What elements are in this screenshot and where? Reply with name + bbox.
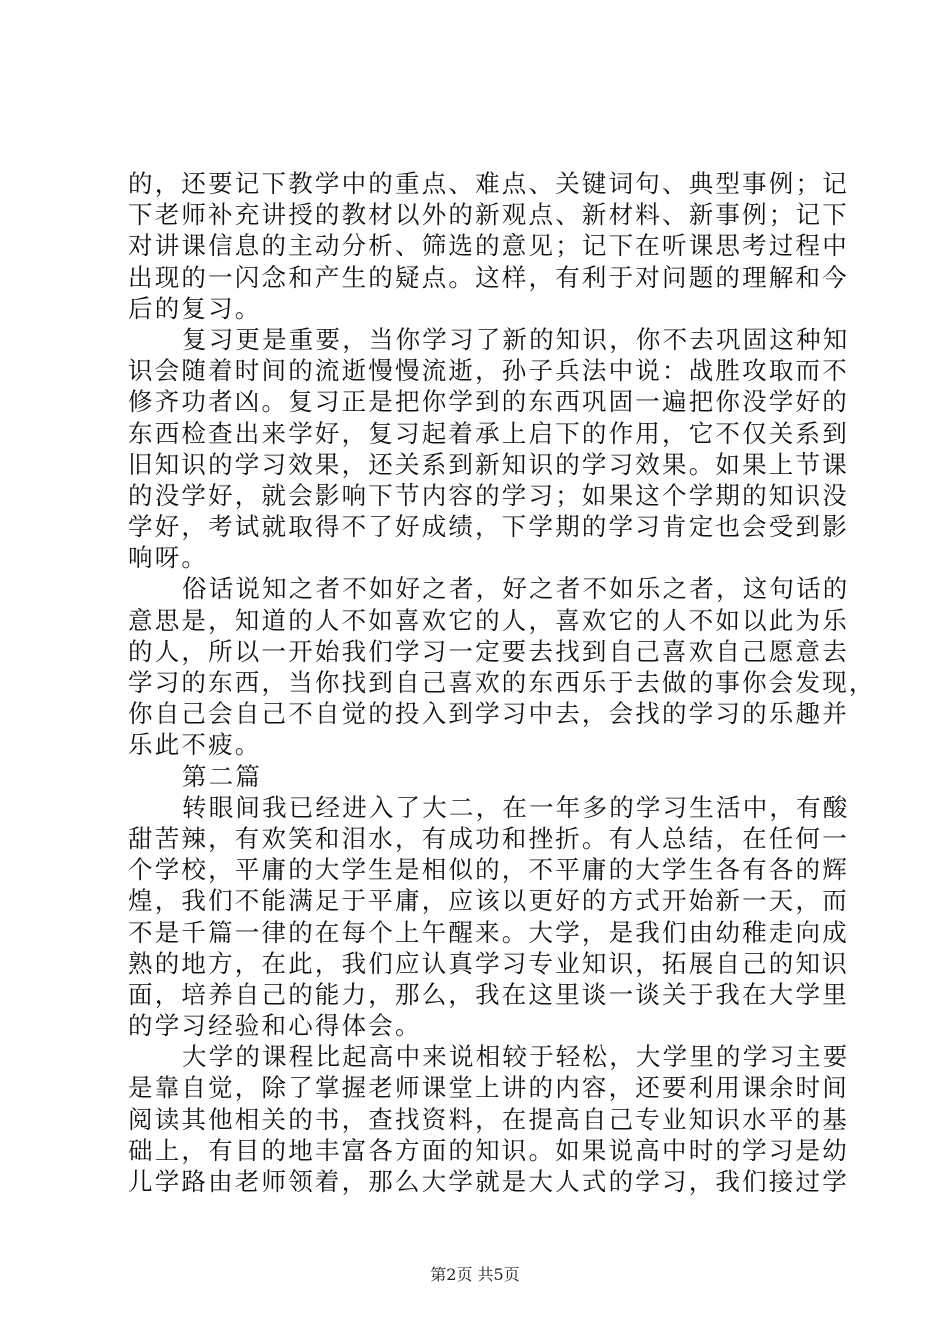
text-line: 甜苦辣，有欢笑和泪水，有成功和挫折。有人总结，在任何一 — [128, 823, 849, 853]
text-line: 煌，我们不能满足于平庸，应该以更好的方式开始新一天，而 — [128, 886, 849, 916]
text-line: 是靠自觉，除了掌握老师课堂上讲的内容，还要利用课余时间 — [128, 1073, 849, 1103]
text-line: 东西检查出来学好，复习起着承上启下的作用，它不仅关系到 — [128, 418, 849, 448]
text-line: 后的复习。 — [128, 293, 262, 323]
text-line: 阅读其他相关的书，查找资料，在提高自己专业知识水平的基 — [128, 1104, 849, 1134]
text-line: 不是千篇一律的在每个上午醒来。大学，是我们由幼稚走向成 — [128, 917, 849, 947]
text-line: 学好，考试就取得不了好成绩，下学期的学习肯定也会受到影 — [128, 512, 849, 542]
text-line: 识会随着时间的流逝慢慢流逝，孙子兵法中说：战胜攻取而不 — [128, 356, 849, 386]
text-line: 转眼间我已经进入了大二，在一年多的学习生活中，有酸 — [182, 792, 850, 822]
page-footer — [0, 1262, 950, 1285]
text-line: 复习更是重要，当你学习了新的知识，你不去巩固这种知 — [182, 324, 850, 354]
text-line: 的，还要记下教学中的重点、难点、关键词句、典型事例；记 — [128, 169, 849, 198]
text-line: 响呀。 — [128, 543, 209, 573]
text-line: 修齐功者凶。复习正是把你学到的东西巩固一遍把你没学好的 — [128, 387, 849, 417]
text-line: 对讲课信息的主动分析、筛选的意见；记下在听课思考过程中 — [128, 231, 849, 261]
text-line: 第二篇 — [182, 761, 263, 791]
text-line: 学习的东西，当你找到自己喜欢的东西乐于去做的事你会发现， — [128, 668, 876, 697]
text-line: 出现的一闪念和产生的疑点。这样，有利于对问题的理解和今 — [128, 262, 849, 292]
text-line: 俗话说知之者不如好之者，好之者不如乐之者，这句话的 — [182, 574, 850, 604]
text-line: 下老师补充讲授的教材以外的新观点、新材料、新事例；记下 — [128, 200, 849, 230]
text-line: 意思是，知道的人不如喜欢它的人，喜欢它的人不如以此为乐 — [128, 605, 849, 635]
text-line: 的人，所以一开始我们学习一定要去找到自己喜欢自己愿意去 — [128, 636, 849, 666]
text-line: 个学校，平庸的大学生是相似的，不平庸的大学生各有各的辉 — [128, 855, 849, 885]
text-line: 乐此不疲。 — [128, 730, 262, 760]
text-line: 的学习经验和心得体会。 — [128, 1011, 422, 1041]
text-line: 的没学好，就会影响下节内容的学习；如果这个学期的知识没 — [128, 480, 849, 510]
text-line: 儿学路由老师领着，那么大学就是大人式的学习，我们接过学 — [128, 1167, 849, 1196]
text-line: 旧知识的学习效果，还关系到新知识的学习效果。如果上节课 — [128, 449, 849, 479]
text-line: 础上，有目的地丰富各方面的知识。如果说高中时的学习是幼 — [128, 1135, 849, 1165]
text-line: 大学的课程比起高中来说相较于轻松，大学里的学习主要 — [182, 1042, 850, 1072]
text-line: 你自己会自己不自觉的投入到学习中去，会找的学习的乐趣并 — [128, 699, 849, 729]
page-number: 第2页 共5页 — [430, 1265, 520, 1284]
document-body — [128, 168, 876, 1197]
text-line: 面，培养自己的能力，那么，我在这里谈一谈关于我在大学里 — [128, 979, 849, 1009]
text-line: 熟的地方，在此，我们应认真学习专业知识，拓展自己的知识 — [128, 948, 849, 978]
